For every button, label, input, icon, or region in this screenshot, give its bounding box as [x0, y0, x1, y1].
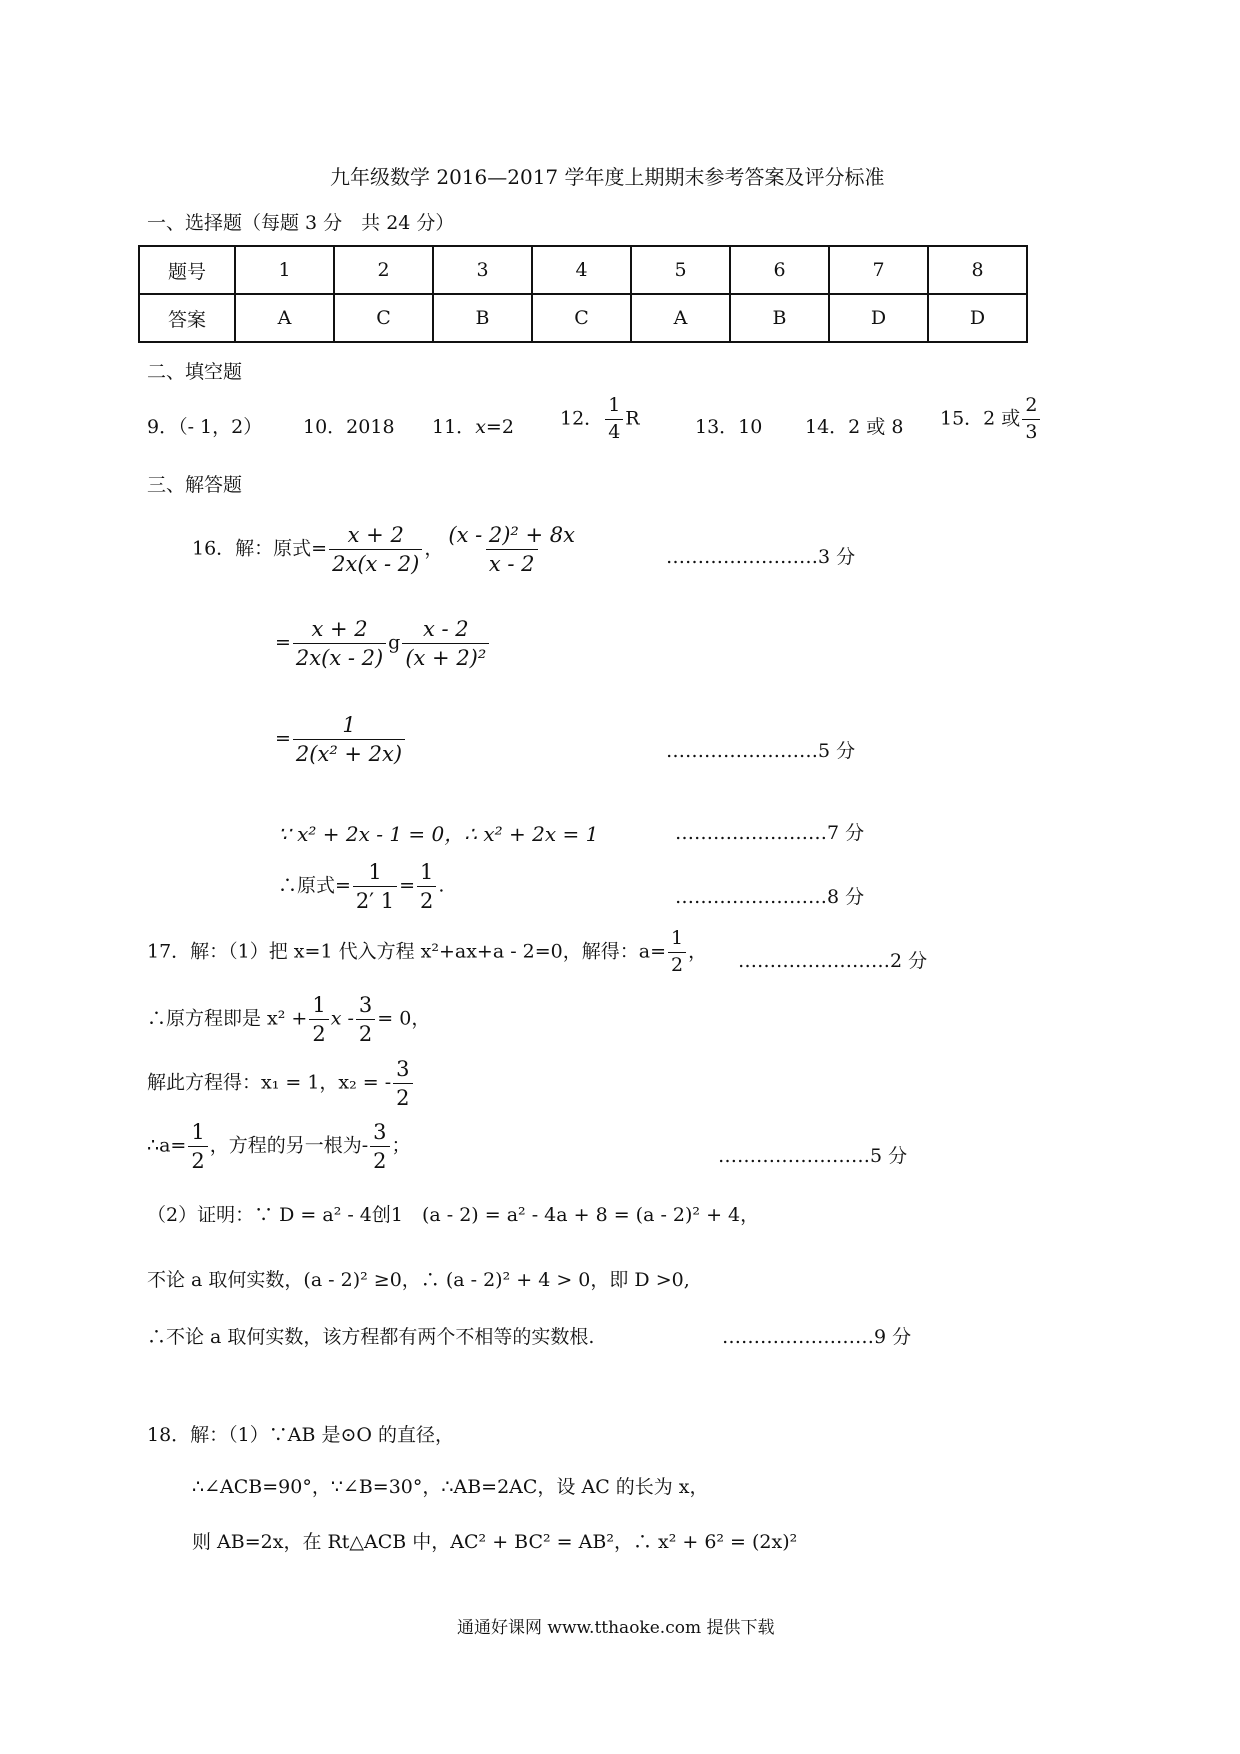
- q16-conclusion: ∴原式=: [278, 874, 351, 897]
- table-cell: 3: [433, 246, 532, 294]
- answer-q10: 10．2018: [303, 416, 395, 438]
- fraction: [309, 993, 328, 1046]
- equals: =: [275, 631, 291, 654]
- q16-line5: [278, 860, 444, 913]
- table-cell: 1: [235, 246, 334, 294]
- score-marker: ……………………8 分: [675, 886, 865, 908]
- denominator: (x + 2)²: [402, 643, 489, 670]
- score-marker: ……………………3 分: [666, 546, 856, 568]
- table-cell: 6: [730, 246, 829, 294]
- q17-equation-prefix: ∴原方程即是 x² +: [147, 1007, 308, 1030]
- table-cell: 8: [928, 246, 1027, 294]
- table-cell: 5: [631, 246, 730, 294]
- table-cell: A: [631, 294, 730, 342]
- score-marker: ……………………5 分: [718, 1145, 908, 1167]
- equals: =: [399, 874, 416, 897]
- denominator: 2′ 1: [353, 886, 397, 913]
- q17-line2: [147, 993, 430, 1046]
- q16-label: 16．解：原式=: [192, 537, 328, 560]
- table-cell: 4: [532, 246, 631, 294]
- denominator: 2: [309, 1019, 328, 1046]
- numerator: 1: [420, 860, 434, 884]
- denominator: 2: [393, 1083, 412, 1110]
- table-row: [139, 246, 1027, 294]
- answer-q12: [560, 395, 640, 444]
- period: .: [438, 874, 445, 897]
- q17-line5: （2）证明：∵ D = a² - 4创1 (a - 2) = a² - 4a + 8 = (a - 2)² + 4，: [147, 1204, 760, 1226]
- product-sign: g: [388, 631, 401, 654]
- score-marker: ……………………2 分: [738, 950, 928, 972]
- q12-prefix: 12．: [560, 407, 604, 430]
- table-cell: C: [334, 294, 433, 342]
- table-cell: B: [730, 294, 829, 342]
- section3-heading: 三、解答题: [147, 474, 243, 496]
- score-marker: ……………………9 分: [722, 1326, 912, 1348]
- section2-heading: 二、填空题: [147, 361, 243, 383]
- denominator: 2(x² + 2x): [293, 739, 405, 766]
- fraction: [393, 1057, 412, 1110]
- q12-suffix: R: [625, 407, 640, 430]
- fraction: [293, 617, 386, 670]
- fraction: [417, 860, 436, 913]
- score-marker: ……………………7 分: [675, 822, 865, 844]
- q15-prefix: 15．2 或: [940, 407, 1021, 430]
- denominator: 3: [1022, 419, 1040, 444]
- numerator: 2: [1025, 394, 1038, 416]
- fraction: [188, 1120, 207, 1173]
- table-cell: B: [433, 294, 532, 342]
- q11-variable: x: [475, 416, 486, 438]
- fraction: [402, 617, 489, 670]
- q16-line3: [275, 713, 407, 766]
- fraction: [668, 928, 686, 977]
- fraction: [353, 860, 397, 913]
- denominator: 2x(x - 2): [329, 549, 422, 576]
- denominator: 2: [356, 1019, 375, 1046]
- fraction: [356, 993, 375, 1046]
- q11-value: =2: [485, 416, 514, 438]
- table-cell: D: [928, 294, 1027, 342]
- numerator: 1: [608, 394, 621, 416]
- numerator: (x - 2)² + 8x: [448, 523, 575, 547]
- fraction: [1022, 395, 1040, 444]
- table-header-cell: 题号: [139, 246, 235, 294]
- table-cell: A: [235, 294, 334, 342]
- fraction: [605, 395, 623, 444]
- q18-line1: 18．解：（1）∵AB 是⊙O 的直径，: [147, 1424, 455, 1446]
- q17-line1: [147, 928, 707, 977]
- q17-line6: 不论 a 取何实数，(a - 2)² ≥0，∴ (a - 2)² + 4 > 0，即 D >0,: [147, 1269, 690, 1291]
- denominator: 4: [605, 419, 623, 444]
- q16-line1: [192, 523, 580, 576]
- page-footer: 通通好课网 www.tthaoke.com 提供下载: [457, 1618, 775, 1638]
- numerator: x + 2: [347, 523, 404, 547]
- equals: =: [275, 727, 291, 750]
- q17-line4: [147, 1120, 411, 1173]
- table-header-cell: 答案: [139, 294, 235, 342]
- table-cell: D: [829, 294, 928, 342]
- q17-statement: 17．解：（1）把 x=1 代入方程 x²+ax+a - 2=0，解得：a=: [147, 940, 666, 963]
- denominator: 2: [668, 952, 686, 977]
- table-cell: 7: [829, 246, 928, 294]
- comma: ，: [688, 940, 708, 963]
- answer-q11: [432, 412, 514, 439]
- separator: ，: [424, 537, 444, 560]
- numerator: 3: [396, 1057, 410, 1081]
- numerator: 1: [191, 1120, 205, 1144]
- fraction: [445, 523, 578, 576]
- section1-heading: 一、选择题（每题 3 分 共 24 分）: [147, 212, 455, 234]
- q17-equation-mid: x -: [330, 1007, 354, 1030]
- q16-line2: [275, 617, 491, 670]
- q17-result-end: ；: [391, 1134, 411, 1157]
- numerator: 1: [368, 860, 382, 884]
- numerator: 1: [312, 993, 326, 1017]
- denominator: 2: [417, 886, 436, 913]
- fraction: [370, 1120, 389, 1173]
- fraction: [293, 713, 405, 766]
- q11-prefix: 11．: [432, 416, 476, 438]
- numerator: x - 2: [423, 617, 469, 641]
- q16-line4: ∵ x² + 2x - 1 = 0，∴ x² + 2x = 1: [278, 822, 599, 846]
- numerator: 1: [342, 713, 356, 737]
- q17-result-mid: ，方程的另一根为-: [209, 1134, 369, 1157]
- q18-line3: 则 AB=2x，在 Rt△ACB 中，AC² + BC² = AB²，∴ x² + 6² = (2x)²: [192, 1531, 798, 1553]
- answer-q14: 14．2 或 8: [805, 416, 904, 438]
- score-marker: ……………………5 分: [666, 740, 856, 762]
- q17-line3: [147, 1057, 415, 1110]
- denominator: x - 2: [486, 549, 538, 576]
- answer-q9: 9．（- 1，2）: [147, 416, 263, 438]
- denominator: 2x(x - 2): [293, 643, 386, 670]
- denominator: 2: [188, 1146, 207, 1173]
- answer-q15: [940, 395, 1042, 444]
- q17-roots: 解此方程得：x₁ = 1，x₂ = -: [147, 1071, 392, 1094]
- numerator: 3: [373, 1120, 387, 1144]
- q17-line7: ∴不论 a 取何实数，该方程都有两个不相等的实数根.: [147, 1326, 595, 1348]
- q18-line2: ∴∠ACB=90°，∵∠B=30°，∴AB=2AC，设 AC 的长为 x，: [192, 1476, 709, 1498]
- denominator: 2: [370, 1146, 389, 1173]
- page-title: 九年级数学 2016—2017 学年度上期期末参考答案及评分标准: [330, 165, 885, 189]
- table-cell: 2: [334, 246, 433, 294]
- table-row: [139, 294, 1027, 342]
- q17-result-prefix: ∴a=: [147, 1134, 187, 1157]
- fraction: [329, 523, 422, 576]
- numerator: x + 2: [311, 617, 368, 641]
- numerator: 1: [671, 927, 684, 949]
- table-cell: C: [532, 294, 631, 342]
- q17-equation-end: = 0，: [377, 1007, 431, 1030]
- numerator: 3: [358, 993, 373, 1017]
- answer-q13: 13．10: [695, 416, 763, 438]
- answer-table: [138, 245, 1028, 343]
